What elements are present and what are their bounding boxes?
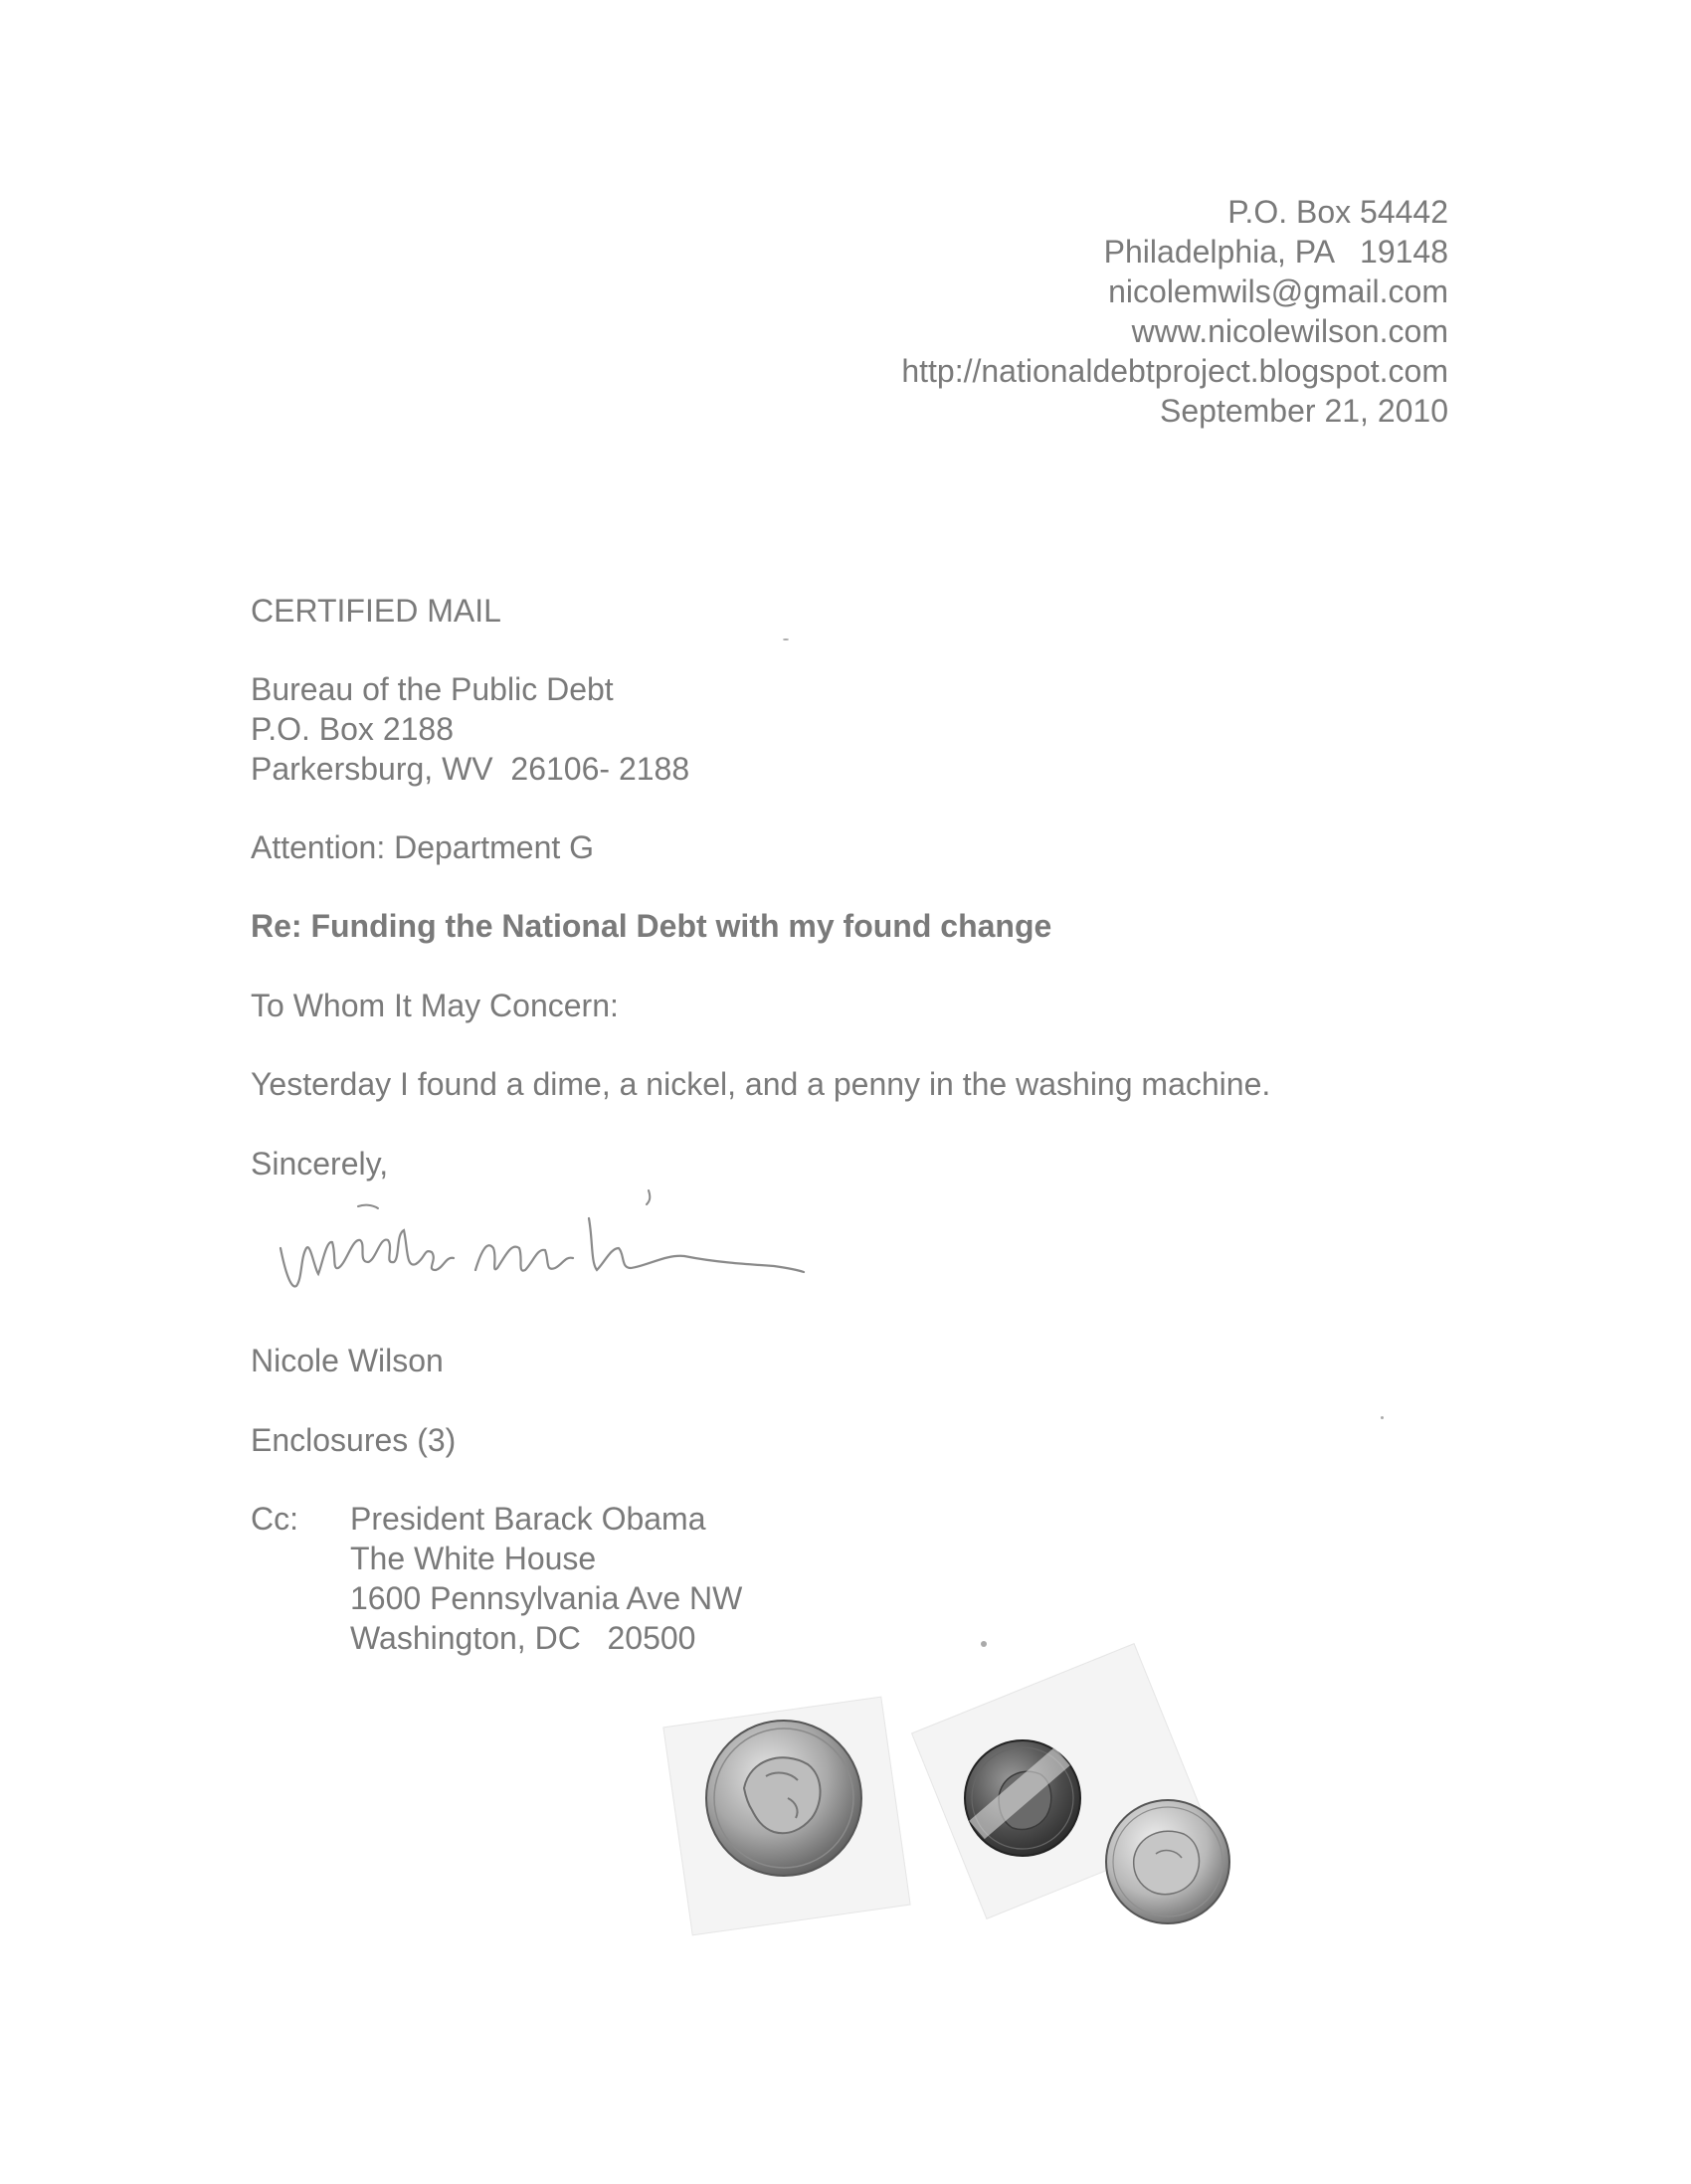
sender-blog: http://nationaldebtproject.blogspot.com: [901, 353, 1448, 389]
recipient-address-line1: P.O. Box 2188: [251, 711, 454, 747]
enclosures-line: Enclosures (3): [251, 1422, 457, 1458]
mail-type: CERTIFIED MAIL: [251, 593, 501, 629]
cc-name: President Barack Obama: [350, 1501, 706, 1537]
cc-label: Cc:: [251, 1501, 298, 1537]
cc-address-line1: 1600 Pennsylvania Ave NW: [350, 1580, 743, 1616]
cc-address-line2: Washington, DC 20500: [350, 1620, 696, 1656]
recipient-block: [251, 669, 689, 789]
signer-name: Nicole Wilson: [251, 1343, 444, 1378]
sender-address-line1: P.O. Box 54442: [1227, 194, 1448, 230]
sender-address-line2: Philadelphia, PA 19148: [1103, 234, 1448, 270]
letter-body: Yesterday I found a dime, a nickel, and a penny in the washing machine.: [251, 1066, 1271, 1102]
recipient-name: Bureau of the Public Debt: [251, 671, 614, 707]
closing: Sincerely,: [251, 1146, 389, 1182]
cc-org: The White House: [350, 1541, 597, 1576]
scan-speck: [981, 1641, 987, 1647]
sender-website: www.nicolewilson.com: [1131, 313, 1448, 349]
attention-line: Attention: Department G: [251, 829, 595, 865]
cc-block: [350, 1499, 742, 1658]
recipient-address-line2: Parkersburg, WV 26106- 2188: [251, 751, 690, 787]
nickel-image: [704, 1719, 863, 1878]
letter-date: September 21, 2010: [1160, 393, 1448, 429]
subject-line: Re: Funding the National Debt with my found change: [251, 908, 1052, 944]
salutation: To Whom It May Concern:: [251, 988, 619, 1023]
sender-block: [901, 192, 1448, 431]
penny-image: [963, 1738, 1082, 1858]
signature-image: [277, 1179, 814, 1308]
sender-email: nicolemwils@gmail.com: [1108, 273, 1448, 309]
scan-speck: [1381, 1416, 1384, 1419]
dime-image: [1104, 1798, 1231, 1925]
scan-speck: [783, 638, 789, 640]
